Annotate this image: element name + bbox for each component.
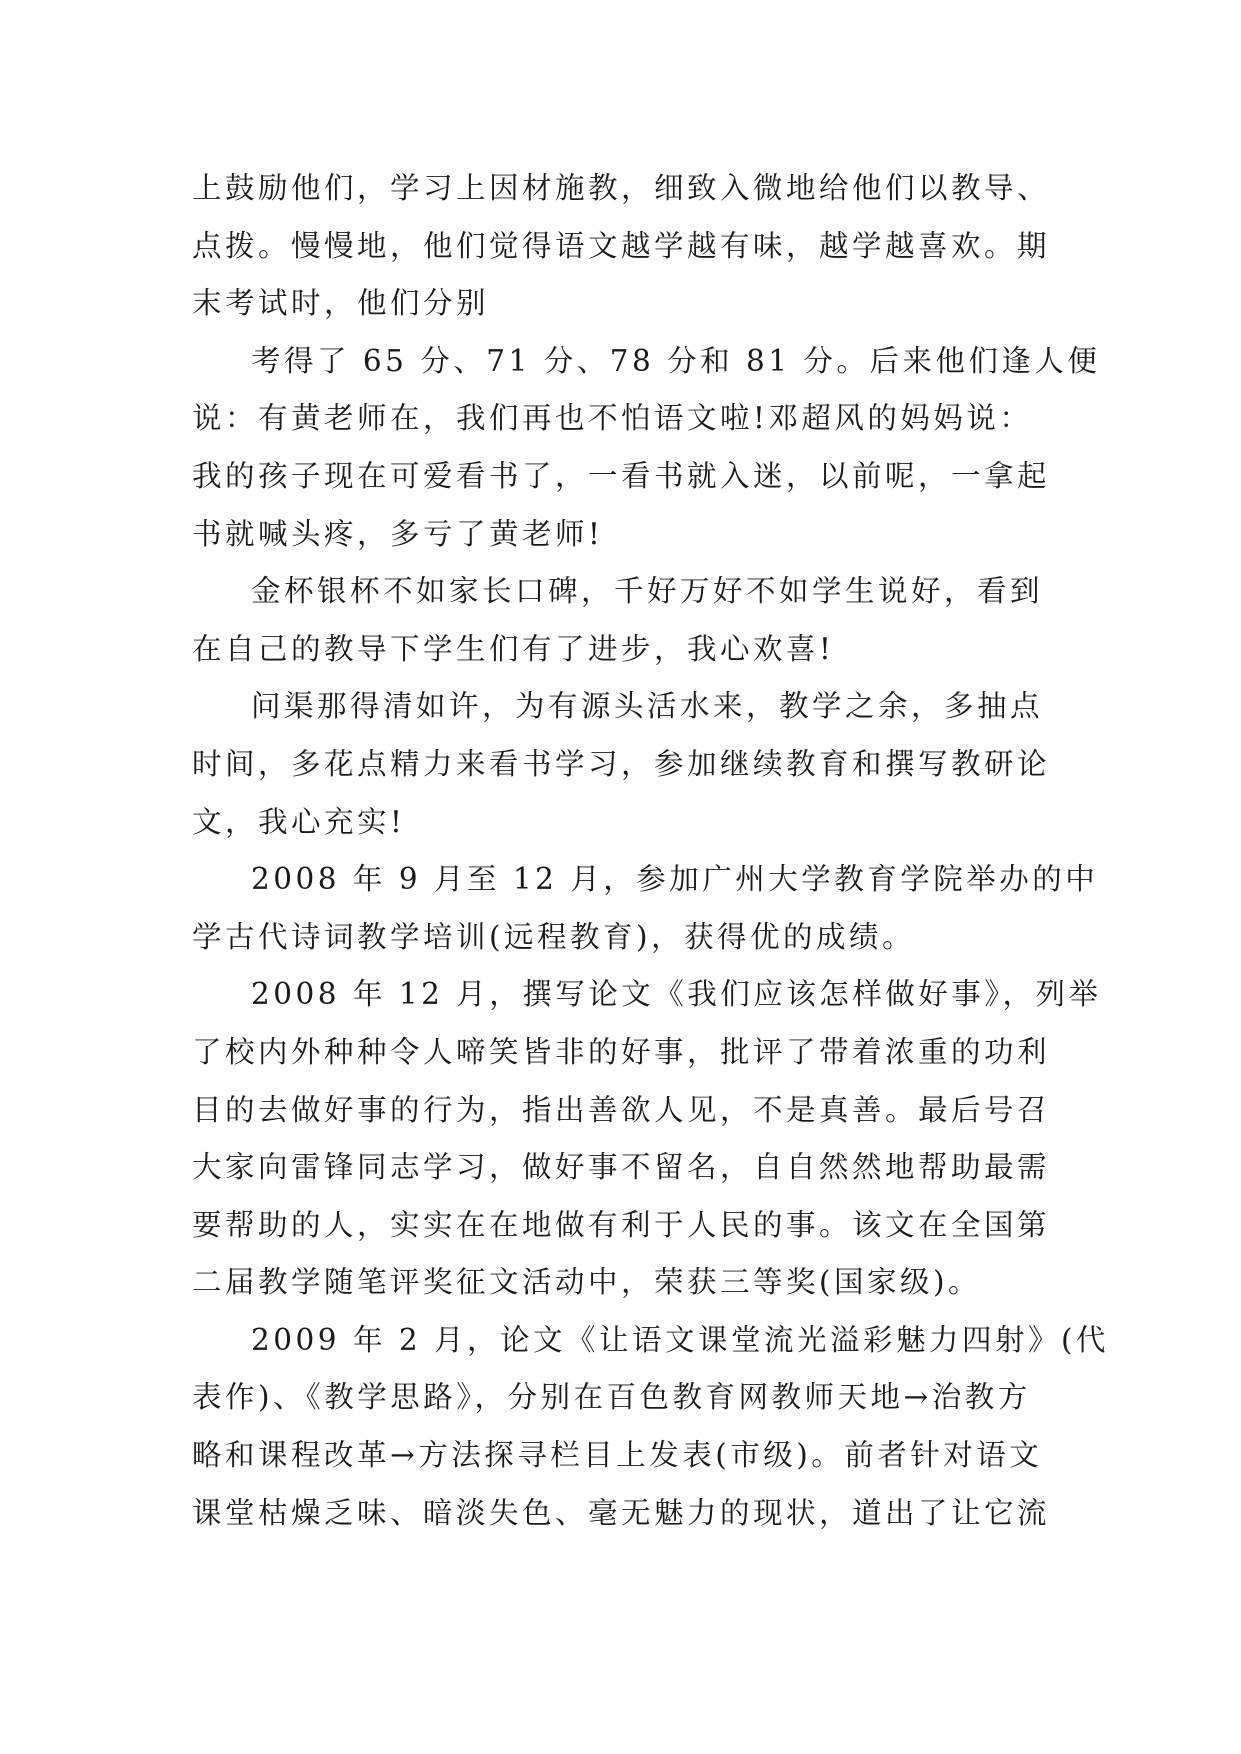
- text-line: 时间，多花点精力来看书学习，参加继续教育和撰写教研论: [192, 746, 1051, 781]
- text-line: 2009 年 2 月，论文《让语文课堂流光溢彩魅力四射》(代: [251, 1322, 1109, 1357]
- text-line: 上鼓励他们，学习上因材施教，细致入微地给他们以教导、: [192, 171, 1051, 205]
- paragraph-3: [192, 563, 1060, 678]
- text-line: 目的去做好事的行为，指出善欲人见，不是真善。最后号召: [192, 1092, 1051, 1127]
- text-line: 课堂枯燥乏味、暗淡失色、毫无魅力的现状，道出了让它流: [192, 1495, 1051, 1530]
- text-line: 二届教学随笔评奖征文活动中，荣获三等奖(国家级)。: [192, 1265, 982, 1300]
- text-line: 点拨。慢慢地，他们觉得语文越学越有味，越学越喜欢。期: [192, 228, 1051, 263]
- paragraph-5: [192, 851, 1099, 966]
- text-line: 在自己的教导下学生们有了进步，我心欢喜!: [192, 631, 835, 666]
- text-line: 考得了 65 分、71 分、78 分和 81 分。后来他们逢人便: [251, 343, 1101, 378]
- text-line: 金杯银杯不如家长口碑，千好万好不如学生说好，看到: [251, 574, 1044, 609]
- text-line: 了校内外种种令人啼笑皆非的好事，批评了带着浓重的功利: [192, 1034, 1051, 1069]
- text-line: 要帮助的人，实实在在地做有利于人民的事。该文在全国第: [192, 1207, 1051, 1242]
- text-line: 2008 年 12 月，撰写论文《我们应该怎样做好事》，列举: [251, 977, 1102, 1012]
- text-line: 说：有黄老师在，我们再也不怕语文啦!邓超风的妈妈说：: [192, 401, 1033, 436]
- paragraph-1: [192, 160, 1060, 333]
- text-line: 2008 年 9 月至 12 月，参加广州大学教育学院举办的中: [251, 862, 1099, 897]
- text-line: 学古代诗词教学培训(远程教育)，获得优的成绩。: [192, 919, 916, 954]
- text-line: 文，我心充实!: [192, 804, 406, 839]
- text-line: 表作)、《教学思路》，分别在百色教育网教师天地→治教方: [192, 1380, 1031, 1415]
- text-line: 问渠那得清如许，为有源头活水来，教学之余，多抽点: [251, 689, 1044, 724]
- text-line: 我的孩子现在可爱看书了，一看书就入迷，以前呢，一拿起: [192, 458, 1051, 493]
- paragraph-2: [192, 333, 1101, 563]
- text-line: 略和课程改革→方法探寻栏目上发表(市级)。前者针对语文: [192, 1438, 1043, 1473]
- text-line: 大家向雷锋同志学习，做好事不留名，自自然然地帮助最需: [192, 1150, 1051, 1185]
- paragraph-7: [192, 1312, 1109, 1542]
- paragraph-4: [192, 678, 1060, 851]
- text-line: 末考试时，他们分别: [192, 286, 490, 321]
- paragraph-6: [192, 966, 1102, 1312]
- text-line: 书就喊头疼，多亏了黄老师!: [192, 516, 604, 551]
- document-body: [192, 160, 1109, 1542]
